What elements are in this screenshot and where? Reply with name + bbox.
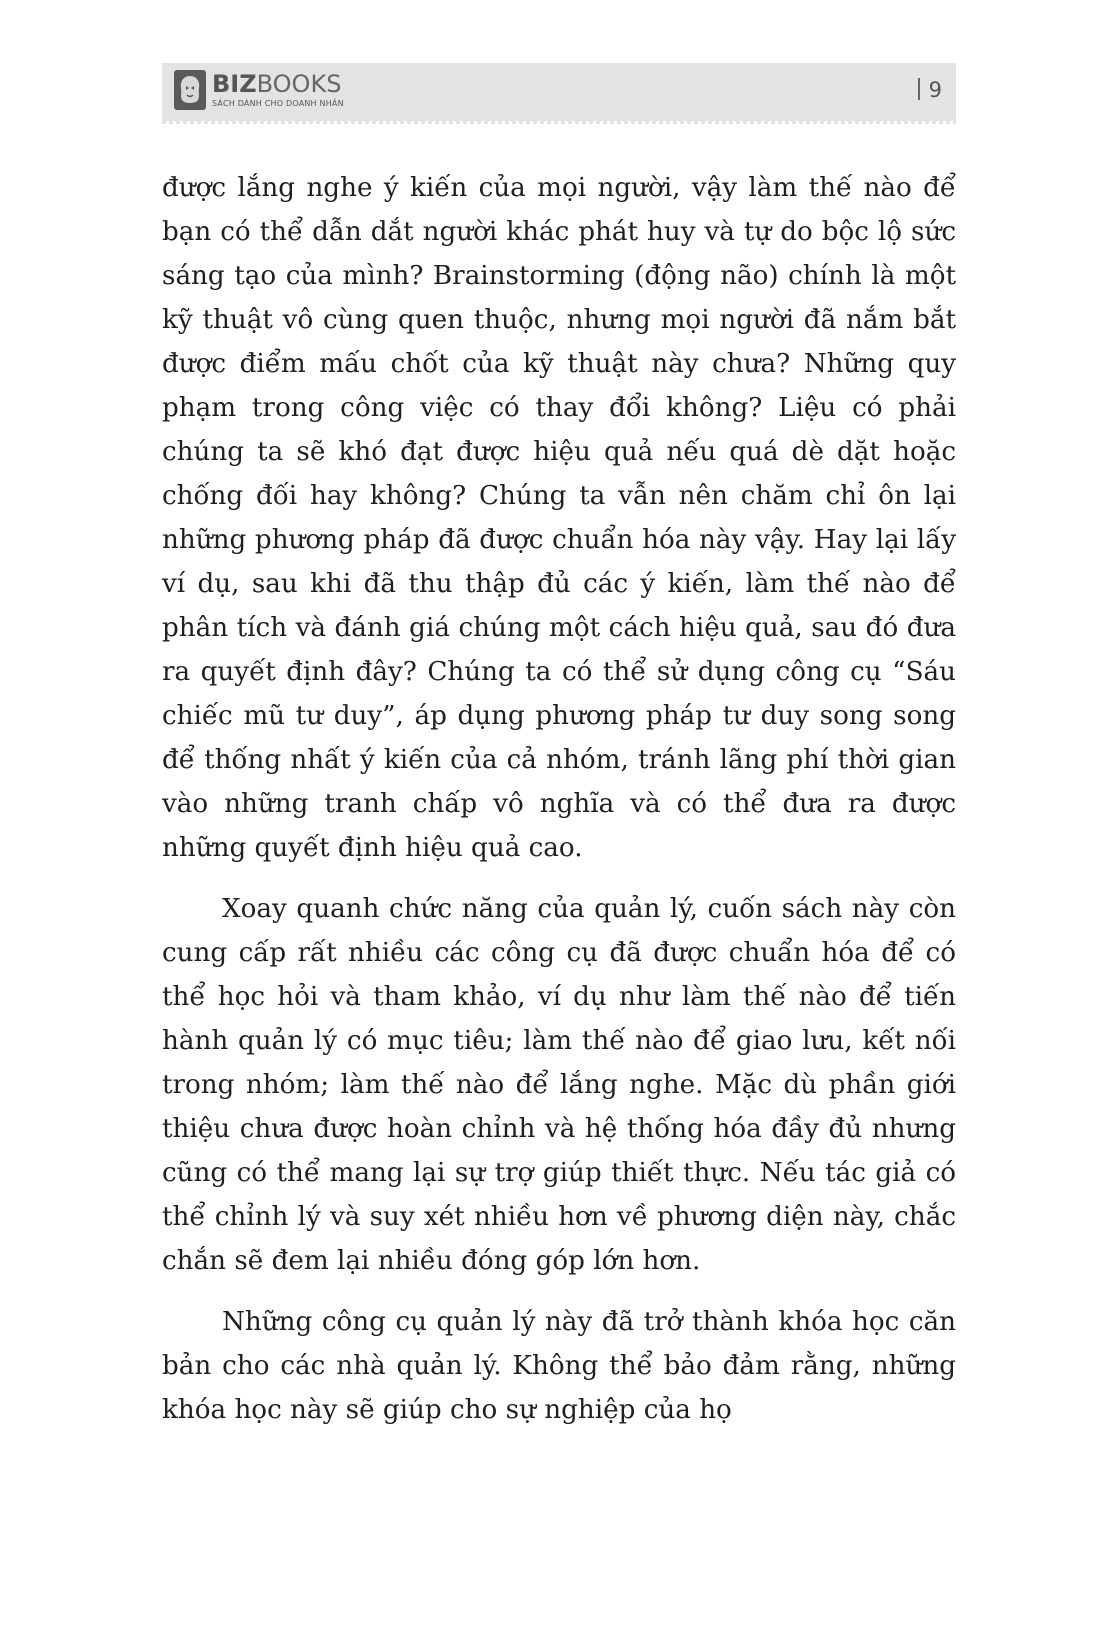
- publisher-logo: [174, 70, 344, 110]
- body-text: [162, 166, 956, 1449]
- page-number: [918, 76, 942, 104]
- page-number-value: 9: [928, 78, 942, 102]
- brand-tagline: SÁCH DÀNH CHO DOANH NHÂN: [212, 99, 344, 108]
- paragraph-1: được lắng nghe ý kiến của mọi người, vậy làm thế nào để bạn có thể dẫn dắt người khác phát huy và tự do bộc lộ sức sáng tạo của mình? Brainstorming (động não) chính là một kỹ thuật vô cùng quen thuộc, nhưng mọi người đã nắm bắt được điểm mấu chốt của kỹ thuật này chưa? Những quy phạm trong công việc có thay đổi không? Liệu có phải chúng ta sẽ khó đạt được hiệu quả nếu quá dè dặt hoặc chống đối hay không? Chúng ta vẫn nên chăm chỉ ôn lại những phương pháp đã được chuẩn hóa này vậy. Hay lại lấy ví dụ, sau khi đã thu thập đủ các ý kiến, làm thế nào để phân tích và đánh giá chúng một cách hiệu quả, sau đó đưa ra quyết định đây? Chúng ta có thể sử dụng công cụ “Sáu chiếc mũ tư duy”, áp dụng phương pháp tư duy song song để thống nhất ý kiến của cả nhóm, tránh lãng phí thời gian vào những tranh chấp vô nghĩa và có thể đưa ra được những quyết định hiệu quả cao.: [162, 173, 956, 863]
- running-header: [162, 63, 956, 121]
- lion-emblem-icon: [174, 70, 206, 110]
- paragraph-2: Xoay quanh chức năng của quản lý, cuốn sách này còn cung cấp rất nhiều các công cụ đã được chuẩn hóa để có thể học hỏi và tham khảo, ví dụ như làm thế nào để tiến hành quản lý có mục tiêu; làm thế nào để giao lưu, kết nối trong nhóm; làm thế nào để lắng nghe. Mặc dù phần giới thiệu chưa được hoàn chỉnh và hệ thống hóa đầy đủ nhưng cũng có thể mang lại sự trợ giúp thiết thực. Nếu tác giả có thể chỉnh lý và suy xét nhiều hơn về phương diện này, chắc chắn sẽ đem lại nhiều đóng góp lớn hơn.: [162, 894, 956, 1276]
- brand-name: BIZBOOKS: [212, 70, 342, 98]
- page-number-divider: [918, 78, 920, 100]
- paragraph-3: Những công cụ quản lý này đã trở thành khóa học căn bản cho các nhà quản lý. Không thể bảo đảm rằng, những khóa học này sẽ giúp cho sự nghiệp của họ: [162, 1307, 956, 1425]
